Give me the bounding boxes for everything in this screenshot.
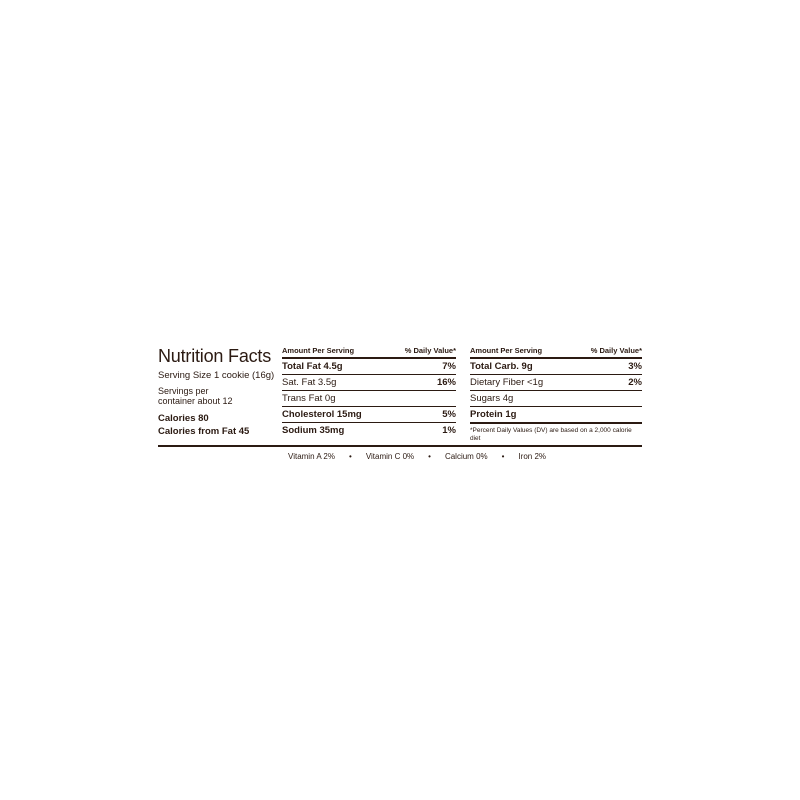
table-row — [470, 375, 642, 391]
column-header-right — [470, 346, 642, 357]
nutrient-dv: 2% — [628, 377, 642, 388]
daily-value-footnote: *Percent Daily Values (DV) are based on a 2,000 calorie diet — [470, 427, 632, 442]
iron: Iron 2% — [518, 452, 547, 461]
servings-per-container — [158, 386, 276, 406]
nutrient-name: Sugars 4g — [470, 393, 514, 404]
nutrient-dv: 16% — [436, 377, 456, 388]
nutrient-name: Sodium 35mg — [282, 425, 345, 436]
nutrition-panel — [158, 346, 642, 443]
calcium: Calcium 0% — [444, 452, 488, 461]
calories-from-fat: Calories from Fat 45 — [158, 426, 250, 437]
calories: Calories 80 — [158, 413, 209, 424]
amount-per-serving-header: Amount Per Serving — [470, 346, 543, 355]
separator-dot-icon: • — [428, 452, 431, 461]
column-header-left — [282, 346, 456, 357]
separator-dot-icon: • — [501, 452, 505, 461]
table-row — [470, 391, 642, 407]
vitamin-c: Vitamin C 0% — [365, 452, 415, 461]
table-row — [282, 423, 456, 438]
nutrient-name: Total Carb. 9g — [470, 361, 533, 372]
nutrient-column-right — [470, 346, 642, 443]
table-row — [470, 407, 642, 423]
nutrient-dv: 3% — [628, 361, 642, 372]
nutrient-name: Cholesterol 15mg — [282, 409, 362, 420]
servings-per-line-2: container about 12 — [158, 396, 233, 406]
serving-size: Serving Size 1 cookie (16g) — [158, 370, 275, 381]
separator-dot-icon: • — [349, 452, 352, 461]
servings-per-line-1: Servings per — [158, 386, 209, 396]
vitamins-row — [158, 447, 642, 462]
page-title: Nutrition Facts — [158, 346, 272, 366]
table-row — [282, 391, 456, 407]
nutrient-name: Protein 1g — [470, 409, 517, 420]
vitamin-a: Vitamin A 2% — [288, 452, 335, 461]
nutrient-name: Dietary Fiber <1g — [470, 377, 544, 388]
nutrient-name: Trans Fat 0g — [282, 393, 336, 404]
nutrient-dv: 5% — [442, 409, 456, 420]
nutrient-dv: 1% — [442, 425, 456, 436]
daily-value-header: % Daily Value* — [404, 346, 456, 355]
nutrient-name: Sat. Fat 3.5g — [282, 377, 337, 388]
daily-value-header: % Daily Value* — [590, 346, 642, 355]
nutrient-dv: 7% — [442, 361, 456, 372]
nutrition-facts-label — [158, 346, 642, 462]
amount-per-serving-header: Amount Per Serving — [282, 346, 355, 355]
table-row — [282, 359, 456, 375]
table-row — [470, 359, 642, 375]
table-row — [282, 375, 456, 391]
nutrient-column-left — [282, 346, 456, 438]
summary-column — [158, 346, 282, 438]
nutrient-name: Total Fat 4.5g — [282, 361, 343, 372]
table-row — [282, 407, 456, 423]
